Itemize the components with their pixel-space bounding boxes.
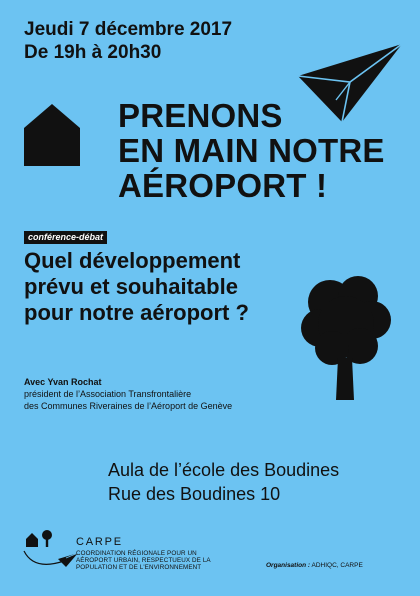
- organisation-credit: [266, 562, 363, 569]
- carpe-description-line: AÉROPORT URBAIN, RESPECTUEUX DE LA: [76, 557, 211, 564]
- carpe-logo-icon: [22, 527, 80, 573]
- headline-line: PRENONS: [118, 97, 283, 134]
- event-time: De 19h à 20h30: [24, 42, 162, 63]
- organisation-label: Organisation :: [266, 562, 311, 569]
- speaker-role: président de l’Association Transfrontalière: [24, 389, 192, 399]
- organisation-value: ADHIQC, CARPE: [311, 562, 363, 569]
- venue-line: Aula de l’école des Boudines: [108, 460, 340, 480]
- carpe-description-line: POPULATION ET DE L'ENVIRONNEMENT: [76, 564, 202, 571]
- speaker-role: des Communes Riveraines de l’Aéroport de Genève: [24, 401, 233, 411]
- event-type-badge: conférence-débat: [24, 231, 107, 244]
- question-line: Quel développement: [24, 248, 241, 273]
- question-line: pour notre aéroport ?: [24, 300, 249, 325]
- carpe-description: [76, 550, 211, 571]
- carpe-name: CARPE: [76, 536, 123, 548]
- house-icon: [24, 104, 80, 166]
- headline: [118, 98, 385, 203]
- headline-line: AÉROPORT !: [118, 167, 328, 204]
- question-line: prévu et souhaitable: [24, 274, 238, 299]
- speaker-info: [24, 376, 232, 412]
- tree-icon: [300, 274, 392, 402]
- headline-line: EN MAIN NOTRE: [118, 132, 385, 169]
- venue-line: Rue des Boudines 10: [108, 484, 281, 504]
- speaker-name: Avec Yvan Rochat: [24, 377, 102, 387]
- event-date: Jeudi 7 décembre 2017: [24, 19, 233, 40]
- venue: [108, 458, 339, 506]
- carpe-description-line: COORDINATION RÉGIONALE POUR UN: [76, 550, 197, 557]
- debate-question: [24, 248, 249, 326]
